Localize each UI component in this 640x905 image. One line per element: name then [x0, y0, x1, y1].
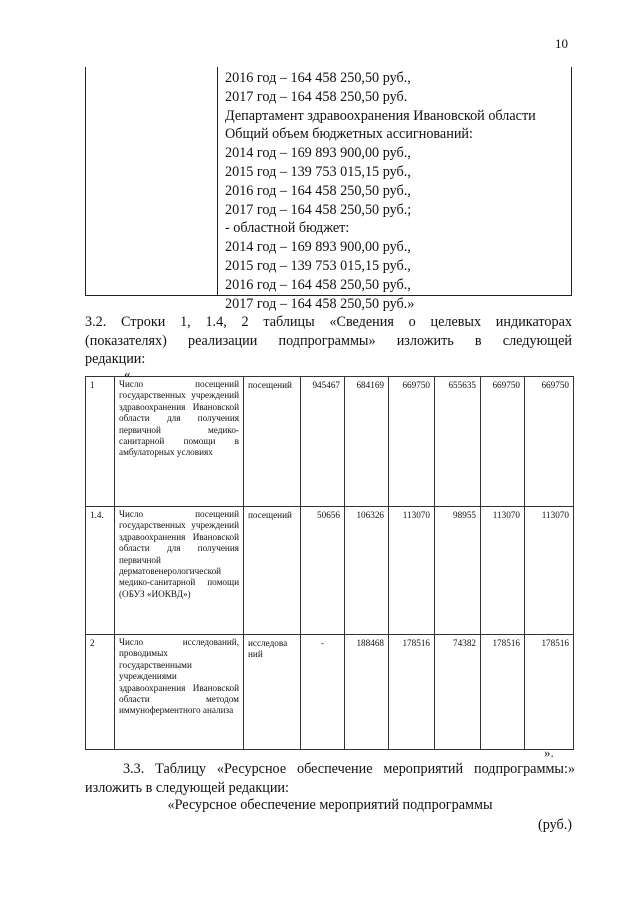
- row-value: 98955: [435, 507, 481, 635]
- section-3-2-paragraph: [85, 313, 572, 369]
- row-description: Число исследований, проводимых государственными учреждениями здравоохранения Ивановской области методом иммуноферментного анализа: [115, 635, 244, 750]
- row-value: 669750: [481, 377, 525, 507]
- budget-line: 2014 год – 169 893 900,00 руб.,: [225, 239, 411, 256]
- row-value: 113070: [389, 507, 435, 635]
- row-index: 1: [86, 377, 115, 507]
- row-value: 945467: [301, 377, 345, 507]
- budget-line: 2017 год – 164 458 250,50 руб.;: [225, 201, 412, 218]
- budget-line: 2015 год – 139 753 015,15 руб.,: [225, 163, 411, 180]
- row-unit: исследова ний: [244, 635, 301, 750]
- row-value: 188468: [345, 635, 389, 750]
- table-row: [86, 377, 574, 507]
- row-value: 669750: [389, 377, 435, 507]
- budget-lines: [225, 69, 536, 313]
- budget-line: 2016 год – 164 458 250,50 руб.,: [225, 182, 411, 199]
- budget-line: 2016 год – 164 458 250,50 руб.,: [225, 276, 411, 293]
- opening-quote: «: [124, 366, 131, 381]
- row-value: 178516: [389, 635, 435, 750]
- row-value: 106326: [345, 507, 389, 635]
- paragraph-line: редакции:: [85, 351, 146, 367]
- row-value: 655635: [435, 377, 481, 507]
- budget-line: Департамент здравоохранения Ивановской области: [225, 107, 536, 124]
- budget-line: - областной бюджет:: [225, 220, 350, 237]
- budget-line: 2016 год – 164 458 250,50 руб.,: [225, 70, 411, 86]
- row-value: 50656: [301, 507, 345, 635]
- paragraph-line: изложить в следующей редакции:: [85, 779, 289, 796]
- row-value: 684169: [345, 377, 389, 507]
- row-index: 1.4.: [86, 507, 115, 635]
- paragraph-line: (показателях) реализации подпрограммы» изложить в следующей: [85, 332, 572, 349]
- row-unit: посещений: [244, 507, 301, 635]
- column-divider: [217, 67, 218, 295]
- table-row: [86, 507, 574, 635]
- budget-line: 2017 год – 164 458 250,50 руб.»: [225, 295, 415, 312]
- indicators-table: [85, 376, 574, 750]
- resource-table-title: «Ресурсное обеспечение мероприятий подпрограммы: [167, 797, 493, 813]
- table-row: [86, 635, 574, 750]
- budget-table-fragment: [85, 67, 572, 312]
- page-number: 10: [555, 36, 568, 51]
- row-value: 113070: [525, 507, 574, 635]
- budget-line: 2017 год – 164 458 250,50 руб.: [225, 88, 408, 105]
- paragraph-line: 3.3. Таблицу «Ресурсное обеспечение мероприятий подпрограммы:»: [123, 761, 575, 777]
- row-unit: посещений: [244, 377, 301, 507]
- budget-line: 2014 год – 169 893 900,00 руб.,: [225, 145, 411, 162]
- row-value: -: [301, 635, 345, 750]
- paragraph-line: 3.2. Строки 1, 1.4, 2 таблицы «Сведения о целевых индикаторах: [85, 314, 572, 330]
- currency-unit-note: (руб.): [537, 817, 572, 833]
- row-value: 178516: [525, 635, 574, 750]
- row-value: 178516: [481, 635, 525, 750]
- closing-quote: ».: [544, 745, 554, 760]
- row-index: 2: [86, 635, 115, 750]
- budget-line: 2015 год – 139 753 015,15 руб.,: [225, 257, 411, 274]
- section-3-3-paragraph: [85, 760, 575, 797]
- row-value: 669750: [525, 377, 574, 507]
- row-value: 74382: [435, 635, 481, 750]
- budget-line: Общий объем бюджетных ассигнований:: [225, 126, 473, 143]
- row-description: Число посещений государственных учреждений здравоохранения Ивановской области для получения первичной медико-санитарной помощи в амбулаторных условиях: [115, 377, 244, 507]
- row-value: 113070: [481, 507, 525, 635]
- row-description: Число посещений государственных учреждений здравоохранения Ивановской области для получения первичной дерматовенерологической медико-санитарной помощи (ОБУЗ «ИОКВД»): [115, 507, 244, 635]
